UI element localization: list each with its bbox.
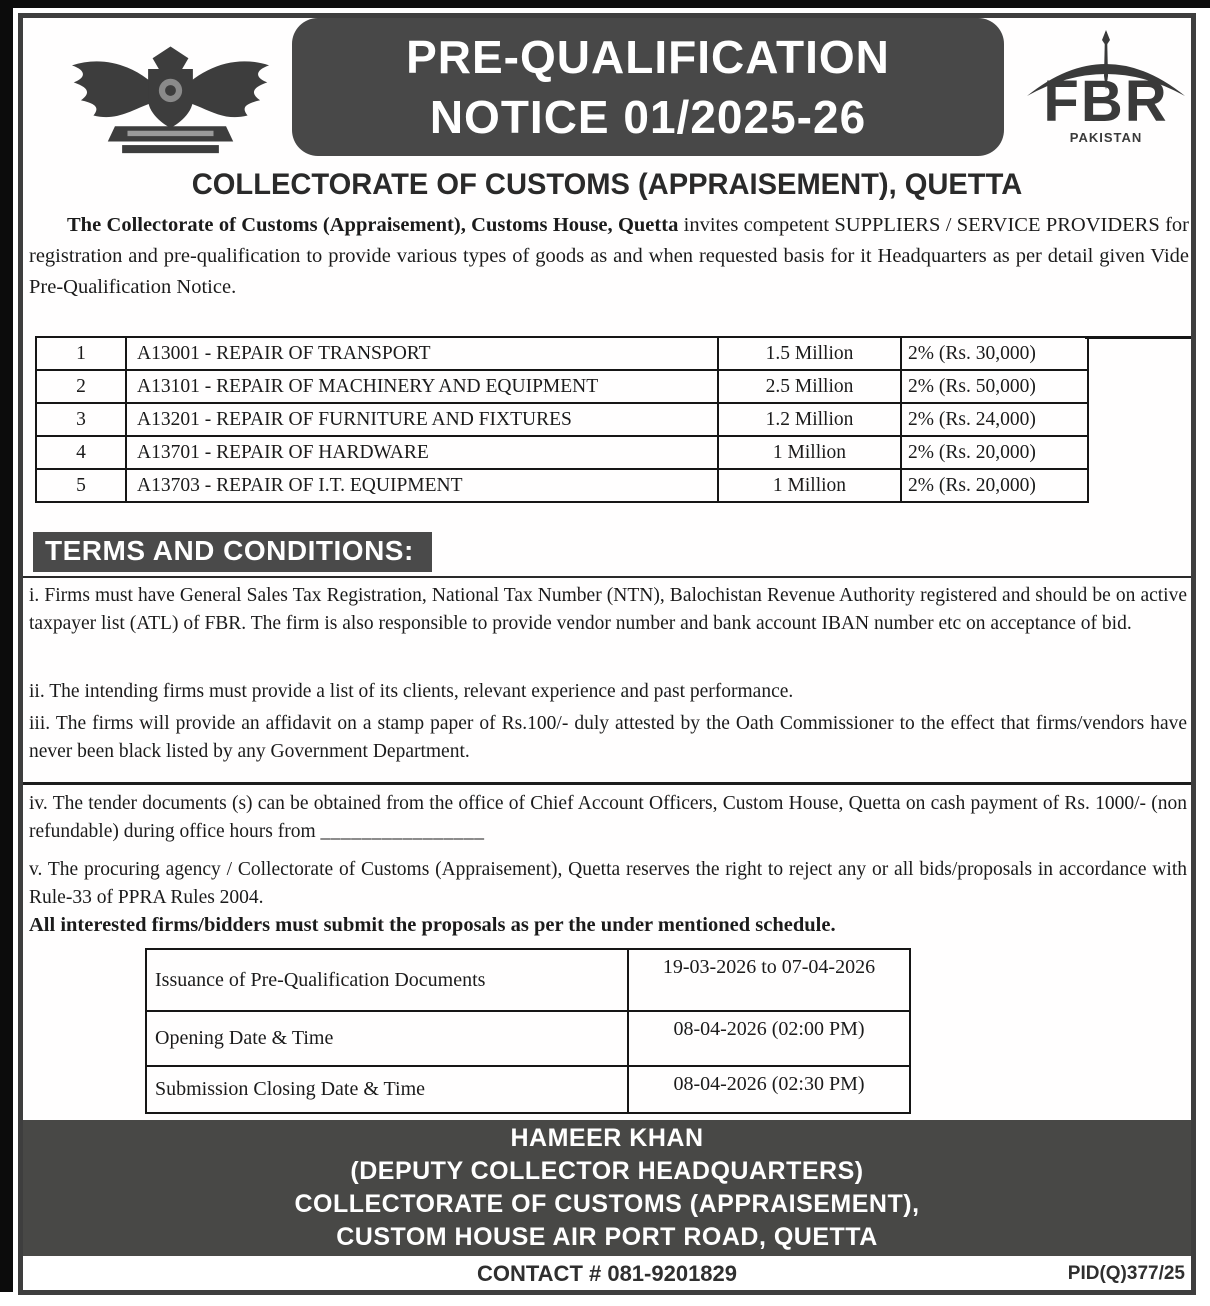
item-amount: 2.5 Million [718, 370, 901, 403]
term-item-i [29, 582, 1187, 637]
notice-title-banner [292, 18, 1004, 156]
term-marker: iii. [29, 713, 51, 734]
signatory-office: COLLECTORATE OF CUSTOMS (APPRAISEMENT), [294, 1190, 920, 1218]
table-row [36, 370, 1088, 403]
table-row [36, 403, 1088, 436]
signatory-block [23, 1120, 1191, 1256]
notice-title-line2: NOTICE 01/2025-26 [429, 91, 867, 143]
item-serial: 5 [36, 469, 126, 502]
item-serial: 1 [36, 337, 126, 370]
scan-left-band [0, 8, 13, 1292]
prequalification-items-table [35, 336, 1089, 503]
intro-paragraph [29, 210, 1189, 303]
term-item-iii [29, 710, 1187, 765]
terms-heading: TERMS AND CONDITIONS: [33, 532, 432, 572]
divider-line [23, 782, 1191, 785]
item-description: A13701 - REPAIR OF HARDWARE [126, 436, 718, 469]
advert-frame [18, 13, 1196, 1295]
notice-title-line1: PRE-QUALIFICATION [406, 31, 890, 83]
signatory-address: CUSTOM HOUSE AIR PORT ROAD, QUETTA [336, 1223, 878, 1251]
term-marker: ii. [29, 681, 45, 702]
contact-number: CONTACT # 081-9201829 [476, 1261, 738, 1286]
fbr-logo [1021, 30, 1191, 160]
item-description: A13101 - REPAIR OF MACHINERY AND EQUIPMENT [126, 370, 718, 403]
term-item-iv [29, 790, 1187, 845]
fbr-wordmark: FBR [1043, 69, 1169, 134]
customs-crest-icon [63, 36, 278, 161]
item-serial: 3 [36, 403, 126, 436]
term-item-v [29, 856, 1187, 911]
item-amount: 1 Million [718, 436, 901, 469]
signatory-name: HAMEER KHAN [510, 1124, 704, 1152]
pid-reference: PID(Q)377/25 [1067, 1263, 1185, 1284]
item-description: A13001 - REPAIR OF TRANSPORT [126, 337, 718, 370]
schedule-label: Opening Date & Time [146, 1011, 628, 1066]
scan-top-strip [0, 0, 1210, 8]
submission-schedule-table [145, 948, 911, 1114]
intro-body: invites competent SUPPLIERS / SERVICE PROVIDERS for registration and pre-qualification to provide various types of goods as and when requested basis for it Headquarters as per detail given Vide Pre-Qualification Notice. [29, 214, 1190, 298]
organization-title: COLLECTORATE OF CUSTOMS (APPRAISEMENT), QUETTA [191, 168, 1023, 201]
table-row [146, 1011, 910, 1066]
item-description: A13703 - REPAIR OF I.T. EQUIPMENT [126, 469, 718, 502]
schedule-value: 08-04-2026 (02:00 PM) [628, 1011, 910, 1066]
item-serial: 4 [36, 436, 126, 469]
table-row [36, 337, 1088, 370]
blank-fill-line: ________________ [320, 820, 485, 842]
term-text: Firms must have General Sales Tax Registration, National Tax Number (NTN), Balochistan Revenue Authority registered and should be on active taxpayer list (ATL) of FBR. The firm is also responsible to provide vendor number and bank account IBAN number etc on acceptance of bid. [29, 585, 1188, 634]
divider-line [23, 576, 1191, 578]
signatory-title: (DEPUTY COLLECTOR HEADQUARTERS) [350, 1157, 864, 1185]
table-row [146, 1066, 910, 1113]
intro-lead-bold: The Collectorate of Customs (Appraisement), Customs House, Quetta [67, 214, 679, 236]
schedule-label: Issuance of Pre-Qualification Documents [146, 949, 628, 1011]
item-rate: 2% (Rs. 30,000) [901, 337, 1088, 370]
term-marker: v. [29, 859, 43, 880]
item-rate: 2% (Rs. 20,000) [901, 469, 1088, 502]
item-description: A13201 - REPAIR OF FURNITURE AND FIXTURES [126, 403, 718, 436]
term-marker: iv. [29, 793, 48, 814]
term-text: The firms will provide an affidavit on a stamp paper of Rs.100/- duly attested by the Oath Commissioner to the effect that firms/vendors have never been black listed by any Government Department. [29, 713, 1187, 762]
schedule-note: All interested firms/bidders must submit the proposals as per the under mentioned schedule. [29, 914, 836, 936]
term-text: The tender documents (s) can be obtained from the office of Chief Account Officers, Custom House, Quetta on cash payment of Rs. 1000/- (non refundable) during office hours from [29, 793, 1187, 842]
item-serial: 2 [36, 370, 126, 403]
term-marker: i. [29, 585, 40, 606]
schedule-value: 19-03-2026 to 07-04-2026 [628, 949, 910, 1011]
item-rate: 2% (Rs. 50,000) [901, 370, 1088, 403]
term-text: The procuring agency / Collectorate of Customs (Appraisement), Quetta reserves the right to reject any or all bids/proposals in accordance with Rule-33 of PPRA Rules 2004. [29, 859, 1187, 908]
schedule-value: 08-04-2026 (02:30 PM) [628, 1066, 910, 1113]
schedule-label: Submission Closing Date & Time [146, 1066, 628, 1113]
table-row [36, 436, 1088, 469]
item-amount: 1.5 Million [718, 337, 901, 370]
item-rate: 2% (Rs. 24,000) [901, 403, 1088, 436]
table-row [146, 949, 910, 1011]
item-amount: 1.2 Million [718, 403, 901, 436]
table-top-border-extension [1085, 336, 1191, 339]
contact-strip [23, 1258, 1191, 1290]
fbr-pakistan-label: PAKISTAN [1069, 130, 1143, 145]
item-amount: 1 Million [718, 469, 901, 502]
table-row [36, 469, 1088, 502]
term-item-ii [29, 678, 1187, 706]
term-text: The intending firms must provide a list of its clients, relevant experience and past performance. [49, 681, 794, 702]
item-rate: 2% (Rs. 20,000) [901, 436, 1088, 469]
